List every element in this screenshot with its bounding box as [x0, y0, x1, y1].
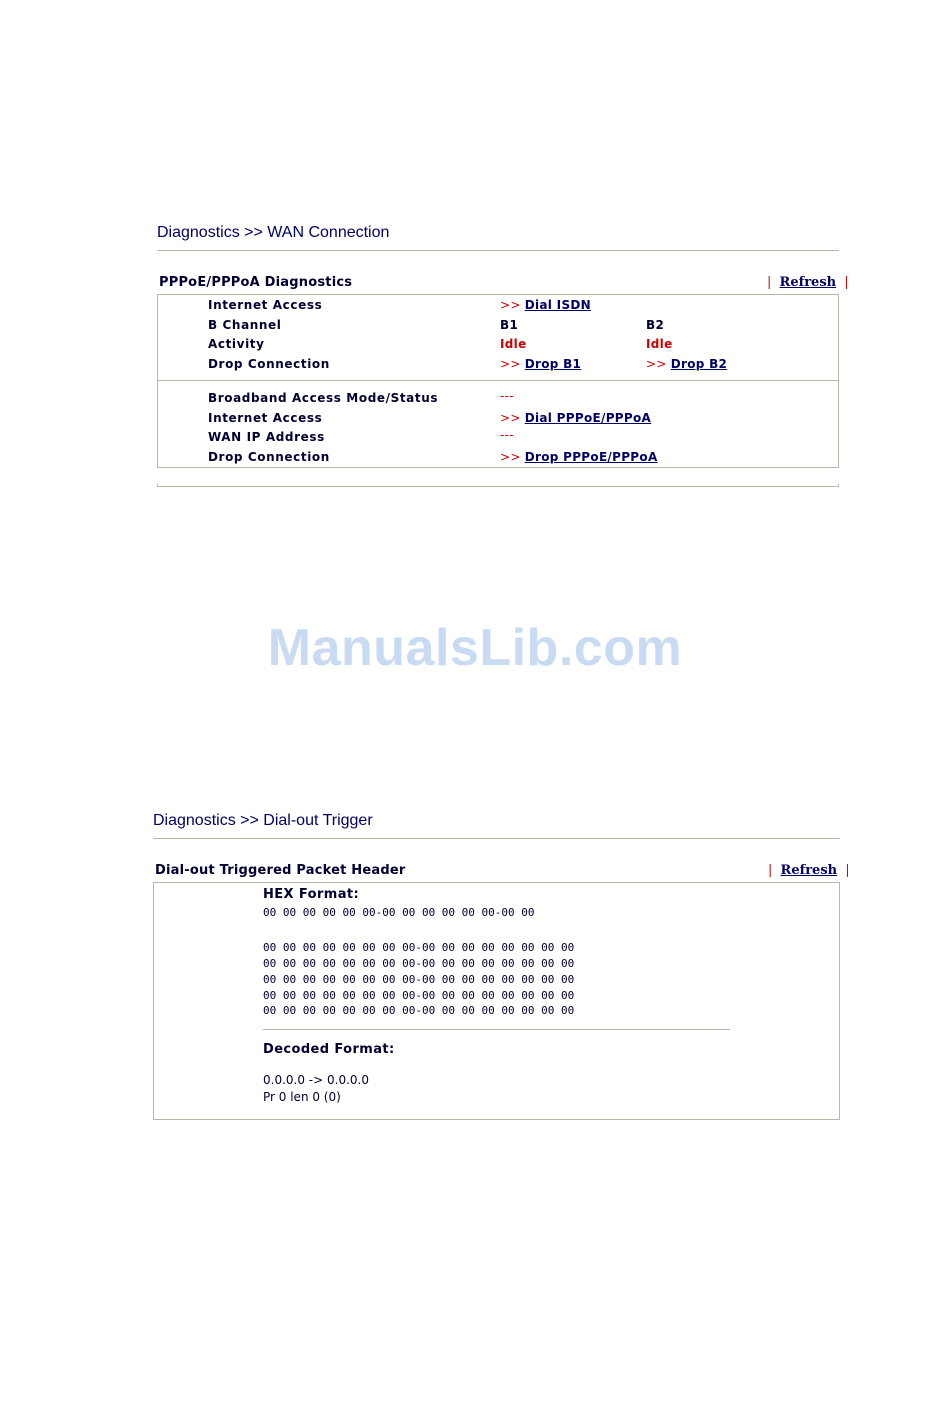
pipe-separator: |: [768, 863, 773, 878]
hex-data-line: 00 00 00 00 00 00 00 00-00 00 00 00 00 00 00 00: [263, 989, 575, 1002]
arrow-marker: >>: [500, 450, 521, 464]
trigger-title-rule: [153, 838, 840, 839]
watermark-text: ManualsLib.com: [267, 619, 683, 677]
broadband-mode-label: Broadband Access Mode/Status: [208, 391, 439, 405]
trigger-refresh-link[interactable]: Refresh: [780, 863, 838, 878]
b1-activity-status: Idle: [500, 337, 527, 351]
b-channel-label: B Channel: [208, 318, 282, 332]
trigger-section-heading: Dial-out Triggered Packet Header: [155, 863, 406, 878]
wan-ip-value: ---: [500, 428, 514, 442]
hex-decoded-divider: [263, 1029, 730, 1030]
drop-b1-link[interactable]: Drop B1: [524, 357, 582, 371]
wan-page-title: Diagnostics >> WAN Connection: [157, 224, 390, 241]
wan-ip-label: WAN IP Address: [208, 430, 325, 444]
dial-pppoe-link[interactable]: Dial PPPoE/PPPoA: [524, 411, 652, 425]
arrow-marker: >>: [646, 357, 667, 371]
dial-pppoe-row: [500, 411, 651, 425]
arrow-marker: >>: [500, 298, 521, 312]
drop-b2-row: [646, 357, 727, 371]
b2-activity-status: Idle: [646, 337, 673, 351]
hex-data-line: 00 00 00 00 00 00 00 00-00 00 00 00 00 00 00 00: [263, 1004, 575, 1017]
decoded-format-label: Decoded Format:: [263, 1042, 395, 1057]
b2-header: B2: [646, 318, 665, 332]
wan-bottom-bar: [157, 484, 839, 487]
pipe-separator: |: [845, 863, 850, 878]
dial-isdn-link[interactable]: Dial ISDN: [524, 298, 591, 312]
wan-panel-divider: [158, 380, 838, 381]
drop-b2-link[interactable]: Drop B2: [670, 357, 728, 371]
b1-header: B1: [500, 318, 519, 332]
wan-section-heading: PPPoE/PPPoA Diagnostics: [159, 275, 353, 290]
pipe-separator: |: [844, 275, 849, 290]
isdn-internet-access-label: Internet Access: [208, 298, 323, 312]
hex-header-line: 00 00 00 00 00 00-00 00 00 00 00 00-00 00: [263, 906, 535, 919]
drop-pppoe-row: [500, 450, 658, 464]
broadband-mode-value: ---: [500, 389, 514, 403]
wan-refresh-link[interactable]: Refresh: [779, 275, 837, 290]
hex-data-line: 00 00 00 00 00 00 00 00-00 00 00 00 00 00 00 00: [263, 973, 575, 986]
hex-data-line: 00 00 00 00 00 00 00 00-00 00 00 00 00 00 00 00: [263, 941, 575, 954]
hex-format-label: HEX Format:: [263, 887, 360, 902]
activity-label: Activity: [208, 337, 265, 351]
trigger-page-title: Diagnostics >> Dial-out Trigger: [153, 812, 373, 829]
decoded-protocol-line: Pr 0 len 0 (0): [263, 1090, 341, 1104]
decoded-address-line: 0.0.0.0 -> 0.0.0.0: [263, 1073, 369, 1087]
wan-title-rule: [157, 250, 839, 251]
arrow-marker: >>: [500, 357, 521, 371]
wan-refresh-group: [767, 275, 849, 290]
pipe-separator: |: [767, 275, 772, 290]
hex-data-line: 00 00 00 00 00 00 00 00-00 00 00 00 00 00 00 00: [263, 957, 575, 970]
drop-pppoe-link[interactable]: Drop PPPoE/PPPoA: [524, 450, 658, 464]
isdn-drop-connection-label: Drop Connection: [208, 357, 330, 371]
trigger-refresh-group: [768, 863, 850, 878]
broadband-drop-connection-label: Drop Connection: [208, 450, 330, 464]
broadband-internet-access-label: Internet Access: [208, 411, 323, 425]
drop-b1-row: [500, 357, 581, 371]
dial-isdn-row: [500, 298, 591, 312]
arrow-marker: >>: [500, 411, 521, 425]
